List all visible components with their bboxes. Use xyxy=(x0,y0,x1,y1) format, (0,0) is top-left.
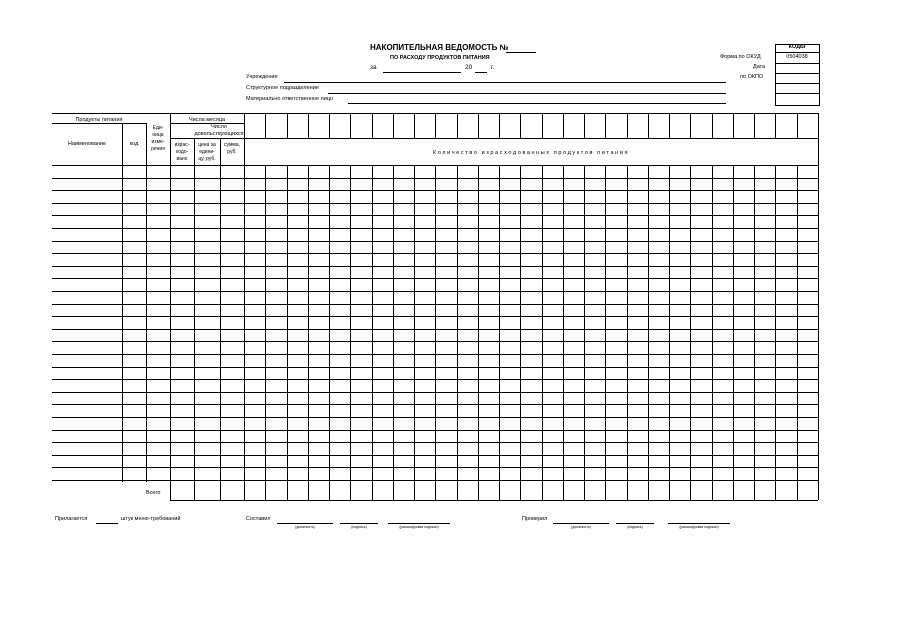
rations-group-header xyxy=(194,124,244,138)
table-day-column-line xyxy=(584,113,585,138)
table-day-column-line xyxy=(478,113,479,138)
table-day-column-line xyxy=(520,165,521,500)
table-day-column-line xyxy=(712,113,713,138)
sum-header-line: сумма, xyxy=(224,142,240,148)
unit-header-line: изме- xyxy=(151,139,165,145)
table-day-column-line xyxy=(329,113,330,138)
rations-header-line: довольствующихся xyxy=(194,131,244,137)
table-header-line xyxy=(170,138,244,139)
table-column-line xyxy=(122,123,123,482)
compiled-position-line xyxy=(277,523,333,524)
rations-header-line: Число xyxy=(211,124,227,130)
codes-divider xyxy=(775,93,819,94)
period-year-prefix: 20 xyxy=(465,64,473,71)
table-day-column-line xyxy=(287,165,288,500)
table-day-column-line xyxy=(712,165,713,500)
document-subtitle: ПО РАСХОДУ ПРОДУКТОВ ПИТАНИЯ xyxy=(390,55,490,61)
table-day-column-line xyxy=(563,165,564,500)
table-total-line xyxy=(170,500,818,501)
table-day-column-line xyxy=(414,113,415,138)
days-group-header: Числа месяца xyxy=(188,117,226,123)
responsible-line xyxy=(348,103,726,104)
table-column-line xyxy=(220,138,221,500)
table-day-column-line xyxy=(605,113,606,138)
table-day-column-line xyxy=(457,165,458,500)
name-column-header: Наименование xyxy=(67,141,107,147)
table-day-column-line xyxy=(797,113,798,138)
table-day-column-line xyxy=(435,113,436,138)
sum-header-line: руб. xyxy=(227,149,237,155)
table-day-column-line xyxy=(435,165,436,500)
table-day-column-line xyxy=(627,165,628,500)
table-day-column-line xyxy=(775,113,776,138)
table-day-column-line xyxy=(669,165,670,500)
institution-line xyxy=(284,82,726,83)
unit-column-header xyxy=(146,125,170,153)
checked-label: Проверил xyxy=(522,516,548,522)
table-day-column-line xyxy=(690,113,691,138)
codes-divider xyxy=(775,52,819,53)
table-day-column-line xyxy=(733,113,734,138)
table-column-line xyxy=(146,123,147,482)
consumed-products-caption: Количество израсходованных продуктов питания xyxy=(432,150,630,156)
sum-column-header xyxy=(220,142,244,156)
document-title: НАКОПИТЕЛЬНАЯ ВЕДОМОСТЬ № xyxy=(370,43,509,52)
total-label: Всего xyxy=(146,490,161,496)
products-group-header: Продукты питания xyxy=(75,117,123,123)
checked-decoding-caption: (расшифровка подписи) xyxy=(679,525,719,529)
table-day-column-line xyxy=(414,165,415,500)
checked-signature-caption: (подпись) xyxy=(627,525,643,529)
department-label: Структурное подразделение xyxy=(246,85,319,91)
table-day-column-line xyxy=(520,113,521,138)
price-header-line: цена за xyxy=(198,142,216,148)
codes-divider xyxy=(775,83,819,84)
compiled-decoding-caption: (расшифровка подписи) xyxy=(399,525,439,529)
table-day-column-line xyxy=(350,165,351,500)
form-okud-label: Форма по ОКУД xyxy=(720,54,761,60)
code-column-header: код xyxy=(129,141,139,147)
table-day-column-line xyxy=(372,113,373,138)
spent-header-line: израс- xyxy=(174,142,190,148)
table-column-line xyxy=(244,113,245,500)
department-line xyxy=(328,93,726,94)
table-day-column-line xyxy=(563,113,564,138)
table-day-column-line xyxy=(308,113,309,138)
table-day-column-line xyxy=(733,165,734,500)
table-day-column-line xyxy=(627,113,628,138)
okpo-label: по ОКПО xyxy=(740,74,764,80)
table-day-column-line xyxy=(648,113,649,138)
table-day-column-line xyxy=(797,165,798,500)
table-day-column-line xyxy=(542,165,543,500)
checked-position-caption: (должность) xyxy=(571,525,591,529)
table-day-column-line xyxy=(393,165,394,500)
table-day-column-line xyxy=(754,113,755,138)
table-day-column-line xyxy=(605,165,606,500)
checked-position-line xyxy=(553,523,609,524)
table-day-column-line xyxy=(393,113,394,138)
checked-decoding-line xyxy=(668,523,730,524)
compiled-label: Составил xyxy=(246,516,271,522)
codes-title: КОДЫ xyxy=(788,44,806,50)
institution-label: Учреждение xyxy=(246,74,278,80)
period-month-line xyxy=(383,72,461,73)
table-day-column-line xyxy=(457,113,458,138)
table-day-column-line xyxy=(669,113,670,138)
document-number-line xyxy=(506,52,536,53)
compiled-position-caption: (должность) xyxy=(295,525,315,529)
responsible-label: Материально ответственное лицо xyxy=(246,96,333,102)
table-day-column-line xyxy=(754,165,755,500)
unit-header-line: Еди- xyxy=(152,125,164,131)
period-year-suffix: г. xyxy=(491,64,495,71)
attached-label: Прилагается xyxy=(55,516,88,522)
unit-header-line: рения xyxy=(151,146,165,152)
spent-header-line: вано xyxy=(176,156,188,162)
table-day-column-line xyxy=(265,113,266,138)
period-year-line xyxy=(475,72,487,73)
table-day-column-line xyxy=(308,165,309,500)
checked-signature-line xyxy=(616,523,654,524)
attached-count-line xyxy=(96,523,118,524)
table-day-column-line xyxy=(584,165,585,500)
table-day-column-line xyxy=(690,165,691,500)
spent-header-line: ходо- xyxy=(175,149,189,155)
attached-suffix: штук меню-требований xyxy=(121,516,181,522)
table-day-column-line xyxy=(499,165,500,500)
table-day-column-line xyxy=(287,113,288,138)
table-column-line xyxy=(194,138,195,500)
table-day-column-line xyxy=(818,165,819,500)
table-day-column-line xyxy=(542,113,543,138)
table-day-column-line xyxy=(478,165,479,500)
table-day-column-line xyxy=(499,113,500,138)
table-day-column-line xyxy=(648,165,649,500)
table-column-line xyxy=(170,113,171,500)
table-day-column-line xyxy=(350,113,351,138)
table-day-column-line xyxy=(775,165,776,500)
unit-header-line: ница xyxy=(152,132,164,138)
spent-column-header xyxy=(170,142,194,163)
compiled-signature-line xyxy=(340,523,378,524)
price-column-header xyxy=(194,142,220,163)
form-code-value: 0504038 xyxy=(786,54,808,60)
table-day-column-line xyxy=(329,165,330,500)
codes-divider xyxy=(775,63,819,64)
compiled-decoding-line xyxy=(388,523,450,524)
table-day-column-line xyxy=(265,165,266,500)
compiled-signature-caption: (подпись) xyxy=(351,525,367,529)
period-za-label: за xyxy=(370,64,377,71)
table-header-line xyxy=(244,138,818,139)
price-header-line: цу, руб. xyxy=(198,156,216,162)
date-label: Дата xyxy=(753,64,766,70)
price-header-line: едини- xyxy=(199,149,215,155)
codes-divider xyxy=(775,73,819,74)
table-day-column-line xyxy=(372,165,373,500)
